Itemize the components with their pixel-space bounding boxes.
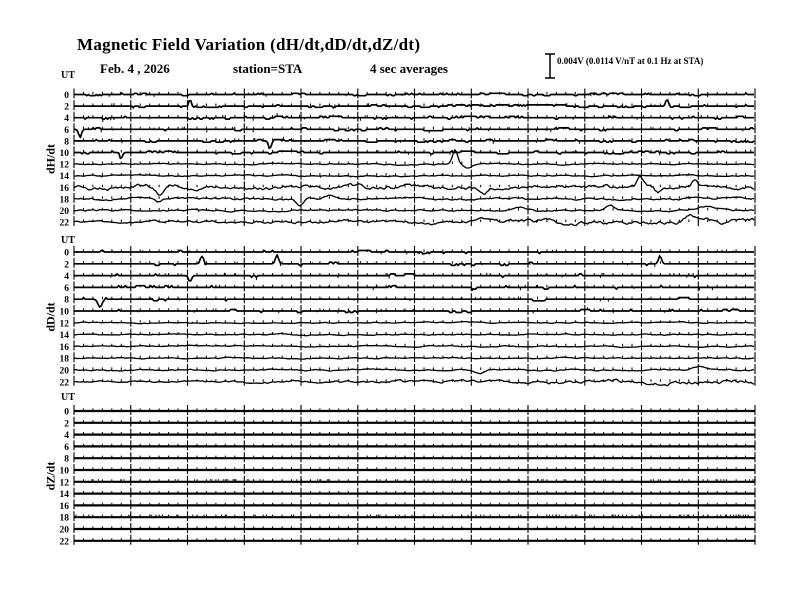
trace-row-dZdt-h22 <box>60 535 756 548</box>
averaging-label: 4 sec averages <box>370 61 448 76</box>
hour-tick-label: 16 <box>59 342 69 353</box>
station-label: station=STA <box>233 61 303 76</box>
trace-row-dDdt-h2 <box>64 255 755 270</box>
y-axis-label-dhdt: dH/dt <box>43 143 58 175</box>
hour-tick-label: 8 <box>64 137 69 148</box>
major-time-ticks <box>74 100 755 110</box>
y-axis-label-dzdt: dZ/dt <box>43 461 58 491</box>
trace-row-dHdt-h2 <box>64 100 755 113</box>
hour-tick-label: 2 <box>64 260 69 271</box>
hour-tick-label: 0 <box>64 248 69 259</box>
amplitude-scale-label: 0.004V (0.0114 V/nT at 0.1 Hz at STA) <box>557 56 704 66</box>
hour-tick-label: 22 <box>59 537 69 548</box>
hour-tick-label: 10 <box>59 307 69 318</box>
trace-row-dZdt-h12 <box>60 476 756 489</box>
hour-tick-label: 22 <box>59 218 69 229</box>
hour-tick-label: 20 <box>59 366 69 377</box>
trace-row-dZdt-h2 <box>64 417 755 430</box>
panel-dHdt <box>60 89 756 229</box>
hour-tick-label: 14 <box>59 490 69 501</box>
trace-row-dHdt-h18 <box>60 193 756 206</box>
trace-row-dZdt-h16 <box>60 499 756 512</box>
ut-axis-label-dhdt: UT <box>61 70 75 81</box>
trace-row-dDdt-h20 <box>60 364 756 377</box>
hour-tick-label: 14 <box>59 172 69 183</box>
hour-tick-label: 4 <box>64 114 69 125</box>
hour-tick-label: 16 <box>59 183 69 194</box>
major-time-ticks <box>74 258 755 268</box>
hour-tick-label: 20 <box>59 207 69 217</box>
ut-axis-label-dzdt: UT <box>61 392 75 403</box>
trace-row-dDdt-h6 <box>64 281 755 294</box>
hour-tick-label: 2 <box>64 419 69 430</box>
hour-tick-label: 16 <box>59 501 69 512</box>
hour-tick-label: 14 <box>59 331 69 342</box>
trace-row-dZdt-h18 <box>60 511 756 524</box>
major-time-ticks <box>74 281 755 291</box>
trace-row-dHdt-h6 <box>64 123 755 137</box>
hour-tick-label: 0 <box>64 407 69 418</box>
major-time-ticks <box>74 170 755 180</box>
trace-row-dHdt-h20 <box>60 205 756 218</box>
trace-row-dZdt-h4 <box>64 429 755 442</box>
major-time-ticks <box>74 135 755 145</box>
hour-tick-label: 22 <box>59 378 69 389</box>
panel-dZdt <box>60 405 756 547</box>
trace-row-dZdt-h14 <box>60 488 756 501</box>
hour-tick-label: 18 <box>59 195 69 206</box>
panel-dDdt <box>60 246 756 388</box>
trace-row-dHdt-h22 <box>60 214 756 228</box>
hour-tick-label: 20 <box>59 525 69 536</box>
trace-row-dHdt-h0 <box>64 89 755 102</box>
hour-tick-label: 6 <box>64 442 69 453</box>
trace-row-dDdt-h0 <box>64 246 755 259</box>
trace-row-dZdt-h6 <box>64 440 755 453</box>
signal-spikes <box>92 479 754 480</box>
trace-row-dDdt-h14 <box>60 329 756 342</box>
trace-row-dDdt-h22 <box>60 376 756 389</box>
trace-row-dDdt-h12 <box>60 317 756 330</box>
trace-row-dHdt-h8 <box>64 135 755 148</box>
trace-row-dHdt-h10 <box>60 147 756 160</box>
hour-tick-label: 0 <box>64 91 69 101</box>
date-label: Feb. 4 , 2026 <box>100 61 170 76</box>
major-time-ticks <box>74 352 755 362</box>
hour-tick-label: 4 <box>64 431 69 442</box>
page-title: Magnetic Field Variation (dH/dt,dD/dt,dZ/dt) <box>77 35 421 54</box>
major-time-ticks <box>74 246 755 256</box>
major-time-ticks <box>74 293 755 303</box>
hour-tick-label: 8 <box>64 454 69 465</box>
trace-row-dZdt-h0 <box>64 405 755 418</box>
trace-row-dDdt-h18 <box>60 352 756 365</box>
trace-row-dDdt-h4 <box>64 270 755 283</box>
trace-row-dHdt-h4 <box>64 112 755 125</box>
hour-tick-label: 10 <box>59 149 69 159</box>
hour-tick-label: 12 <box>59 160 69 171</box>
y-axis-label-dddt: dD/dt <box>43 302 58 332</box>
signal-spikes <box>84 255 754 267</box>
trace-row-dHdt-h16 <box>60 176 756 195</box>
trace-row-dDdt-h10 <box>60 305 756 318</box>
signal-spikes <box>76 515 748 516</box>
ut-axis-label-dddt: UT <box>61 235 75 246</box>
hour-tick-label: 12 <box>59 319 69 330</box>
hour-tick-label: 10 <box>59 466 69 477</box>
trace-row-dZdt-h8 <box>64 452 755 465</box>
major-time-ticks <box>74 340 755 350</box>
hour-tick-label: 18 <box>59 513 69 524</box>
major-time-ticks <box>74 89 755 99</box>
hour-tick-label: 6 <box>64 125 69 136</box>
hour-tick-label: 2 <box>64 102 69 113</box>
signal-trace <box>74 93 754 95</box>
hour-tick-label: 12 <box>59 478 69 489</box>
major-time-ticks <box>74 317 755 327</box>
signal-spikes <box>135 177 682 188</box>
trace-row-dHdt-h14 <box>60 170 756 183</box>
hour-tick-label: 6 <box>64 283 69 294</box>
hour-tick-label: 4 <box>64 272 69 283</box>
trace-row-dZdt-h10 <box>60 464 756 477</box>
hour-tick-label: 8 <box>64 295 69 306</box>
trace-row-dDdt-h8 <box>64 293 755 308</box>
major-time-ticks <box>74 305 755 315</box>
amplitude-scale-bar-icon <box>543 52 557 82</box>
major-time-ticks <box>74 112 755 122</box>
hour-tick-label: 18 <box>59 354 69 365</box>
trace-row-dDdt-h16 <box>60 340 756 353</box>
trace-row-dZdt-h20 <box>60 523 756 536</box>
